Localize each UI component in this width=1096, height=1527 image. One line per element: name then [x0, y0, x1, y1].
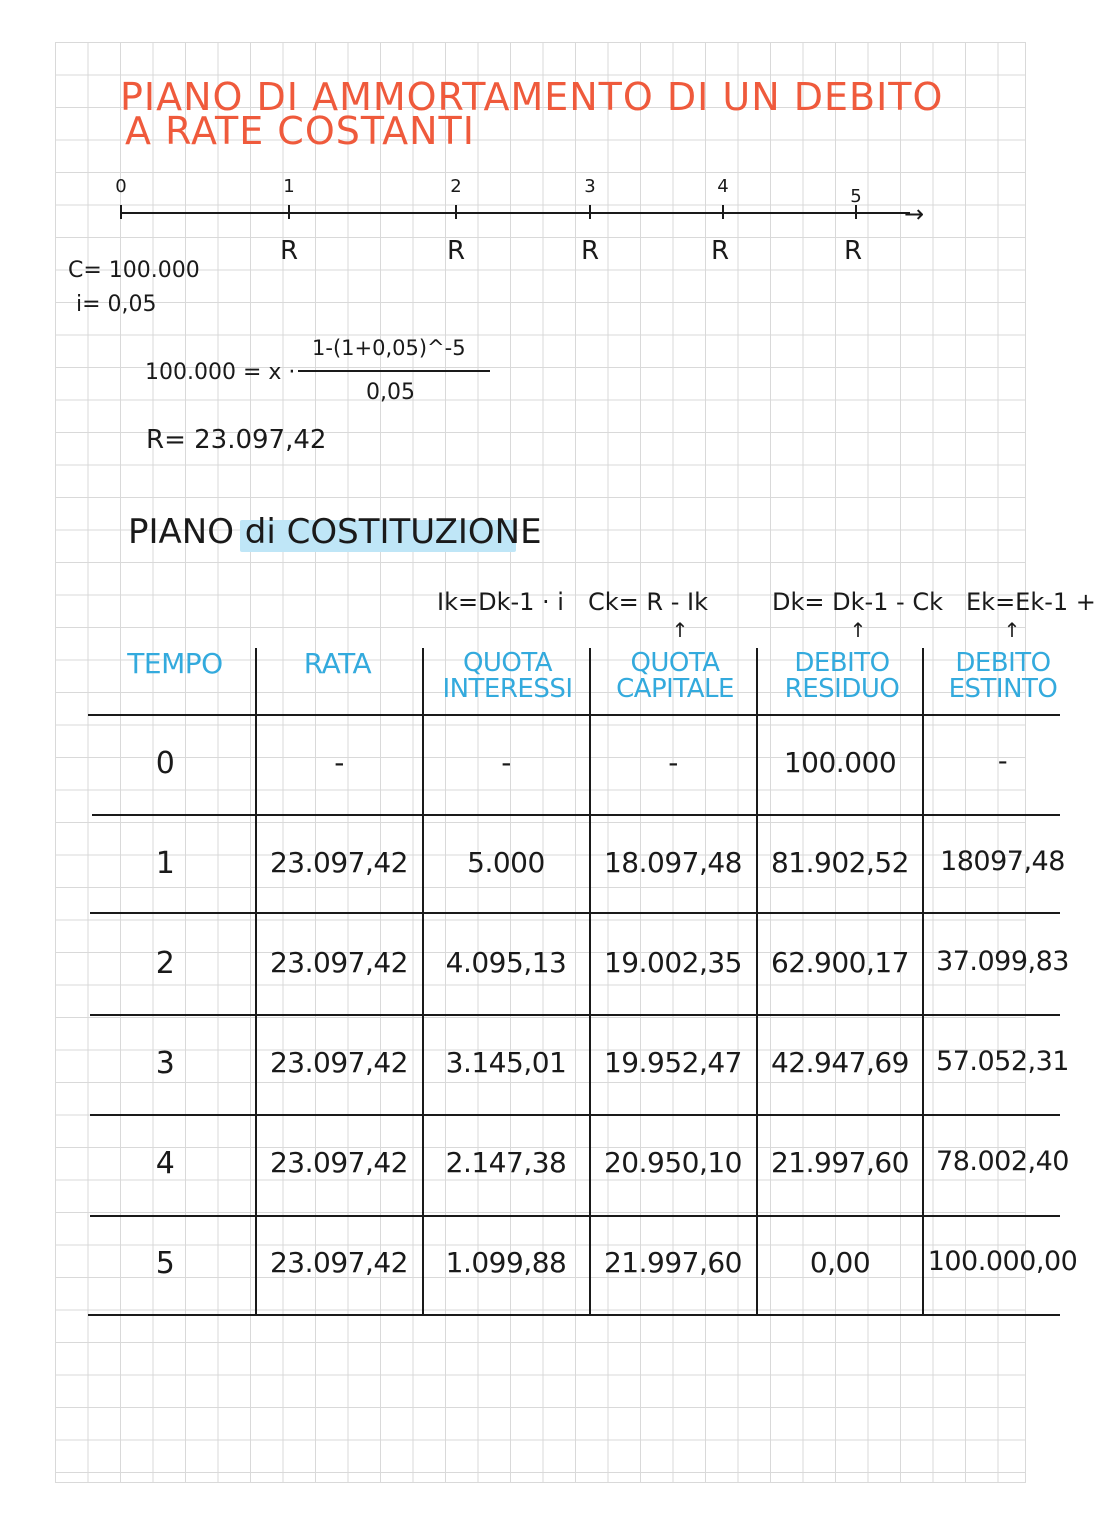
debt-formula: Dk= Dk-1 - Ck [772, 588, 943, 616]
header-quota-capitale [594, 650, 756, 702]
cell-debito-estinto: 18097,48 [940, 846, 1065, 877]
table-column-rule [922, 648, 924, 1316]
installment-result: R= 23.097,42 [146, 425, 327, 455]
cell-quota-capitale: 18.097,48 [603, 846, 742, 879]
header-line: QUOTA [462, 648, 553, 678]
timeline-tick [589, 205, 591, 219]
extinct-formula: Ek=Ek-1 + [966, 588, 1096, 616]
equation-numerator: 1-(1+0,05)^-5 [312, 336, 466, 360]
capital-formula: Ck= R - Ik [588, 588, 708, 616]
header-line: DEBITO [794, 648, 890, 678]
cell-quota-capitale: 21.997,60 [603, 1246, 742, 1279]
cell-debito-residuo: 100.000 [783, 746, 897, 779]
timeline-tick [455, 205, 457, 219]
cell-rata: - [334, 746, 344, 779]
timeline-tick [722, 205, 724, 219]
fraction-bar [298, 370, 490, 372]
timeline-tick-label: 5 [850, 186, 862, 207]
section-title: PIANO di COSTITUZIONE [128, 512, 542, 552]
table-rule [88, 1314, 1060, 1316]
header-line: CAPITALE [616, 674, 734, 704]
table-rule [88, 714, 1060, 716]
timeline-tick-label: 4 [717, 176, 729, 197]
interest-rate-value: i= 0,05 [76, 292, 157, 317]
table-rule [92, 814, 1060, 816]
cell-debito-estinto: 78.002,40 [936, 1146, 1069, 1177]
cell-debito-estinto: - [997, 746, 1008, 777]
cell-quota-interessi: - [501, 746, 511, 779]
cell-rata: 23.097,42 [269, 1146, 408, 1179]
cell-quota-capitale: 19.952,47 [603, 1046, 742, 1079]
payment-label: R [279, 236, 299, 266]
table-rule [90, 1014, 1060, 1016]
timeline-axis [120, 212, 910, 214]
table-rule [90, 1114, 1060, 1116]
timeline-tick [855, 205, 857, 219]
cell-debito-residuo: 81.902,52 [770, 846, 909, 879]
interest-formula: Ik=Dk-1 · i [437, 588, 564, 616]
equation-denominator: 0,05 [366, 380, 415, 405]
payment-label: R [843, 236, 863, 266]
cell-quota-interessi: 4.095,13 [445, 946, 567, 979]
timeline-tick-label: 2 [450, 176, 462, 197]
table-column-rule [589, 648, 591, 1316]
header-debito-estinto [928, 650, 1078, 702]
cell-tempo: 3 [155, 1046, 175, 1081]
page-title-line-1: PIANO DI AMMORTAMENTO DI UN DEBITO [120, 75, 944, 119]
cell-quota-capitale: - [668, 746, 678, 779]
arrow-right-icon: → [904, 200, 925, 228]
cell-quota-capitale: 19.002,35 [603, 946, 742, 979]
table-rule [90, 912, 1060, 914]
table-rule [90, 1215, 1060, 1217]
table-column-rule [756, 648, 758, 1316]
payment-label: R [580, 236, 600, 266]
timeline-tick [120, 205, 122, 219]
header-line: QUOTA [630, 648, 720, 678]
payment-label: R [446, 236, 466, 266]
page-title-line-2: A RATE COSTANTI [125, 109, 475, 153]
timeline-tick-label: 3 [584, 176, 596, 197]
cell-tempo: 1 [155, 846, 175, 881]
header-line: ESTINTO [948, 674, 1058, 704]
cell-debito-residuo: 42.947,69 [770, 1046, 909, 1079]
table-column-rule [422, 648, 424, 1316]
arrow-up-icon: ↑ [849, 618, 867, 642]
equation-lhs: 100.000 = x · [145, 360, 296, 385]
cell-rata: 23.097,42 [269, 1246, 408, 1279]
cell-debito-residuo: 0,00 [809, 1246, 871, 1279]
payment-label: R [710, 236, 730, 266]
header-quota-interessi [425, 650, 590, 702]
cell-quota-interessi: 2.147,38 [445, 1146, 567, 1179]
cell-debito-estinto: 57.052,31 [936, 1046, 1069, 1077]
cell-quota-capitale: 20.950,10 [603, 1146, 742, 1179]
header-rata [260, 647, 415, 680]
header-tempo [100, 647, 250, 680]
cell-rata: 23.097,42 [269, 946, 408, 979]
table-column-rule [255, 648, 257, 1316]
cell-tempo: 0 [155, 746, 175, 781]
cell-quota-interessi: 5.000 [467, 846, 545, 879]
cell-quota-interessi: 1.099,88 [445, 1246, 567, 1279]
arrow-up-icon: ↑ [1003, 618, 1021, 642]
capital-value: C= 100.000 [68, 258, 200, 283]
header-line: TEMPO [127, 647, 223, 680]
timeline-tick-label: 0 [115, 176, 127, 197]
cell-tempo: 2 [155, 946, 175, 981]
cell-debito-residuo: 62.900,17 [770, 946, 909, 979]
header-line: RATA [303, 647, 372, 680]
cell-debito-residuo: 21.997,60 [770, 1146, 909, 1179]
header-line: DEBITO [955, 648, 1051, 678]
arrow-up-icon: ↑ [671, 618, 689, 642]
cell-debito-estinto: 37.099,83 [936, 946, 1069, 977]
cell-tempo: 4 [155, 1146, 175, 1181]
cell-debito-estinto: 100.000,00 [927, 1246, 1078, 1277]
timeline-tick [288, 205, 290, 219]
cell-tempo: 5 [155, 1246, 175, 1281]
cell-rata: 23.097,42 [269, 846, 408, 879]
header-line: RESIDUO [784, 674, 900, 704]
timeline-tick-label: 1 [283, 176, 295, 197]
header-debito-residuo [760, 650, 924, 702]
header-line: INTERESSI [442, 674, 573, 704]
cell-rata: 23.097,42 [269, 1046, 408, 1079]
cell-quota-interessi: 3.145,01 [445, 1046, 567, 1079]
